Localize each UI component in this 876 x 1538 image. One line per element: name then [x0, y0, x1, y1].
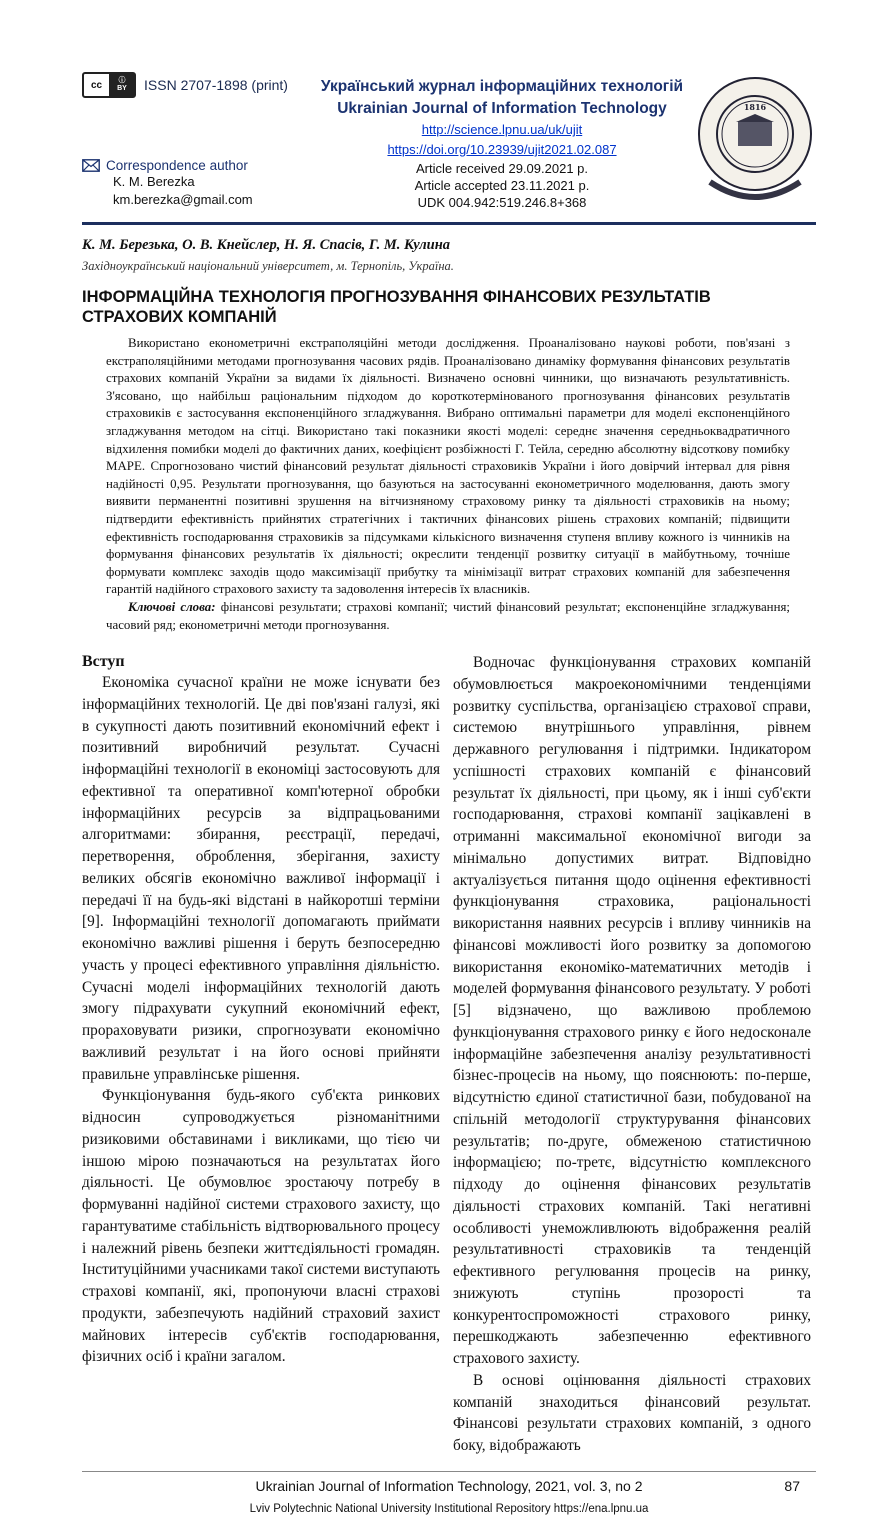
accepted-date: Article accepted 23.11.2021 p. — [414, 178, 590, 193]
article-title: ІНФОРМАЦІЙНА ТЕХНОЛОГІЯ ПРОГНОЗУВАННЯ ФІНАНСОВИХ РЕЗУЛЬТАТІВ СТРАХОВИХ КОМПАНІЙ — [82, 288, 711, 326]
paragraph: Водночас функціонування страхових компаній обумовлюється макроекономічними тенденціями розвитку суспільства, організацією страхової справи, системою внутрішнього управління, рівнем державного регулювання і підтримки. Індикатором успішності страхових компаній є фінансовий результат їх діяльності, при цьому, як і інші суб'єкти господарювання, страхові компанії зацікавлені в отриманні максимальної економічної вигоди за мінімально допустимих витрат. Відповідно актуалізується питання щодо оцінення ефективності функціонування страховика, раціональності використання наявних ресурсів і впливу чинників на фінансові можливості його розвитку за допомогою використання економіко-математичних методів і моделей формування фінансового результату. У роботі [5] відзначено, що важливою проблемою функціонування страхового ринку є його недосконале інформаційне забезпечення аналізу результативності бізнес-процесів на ньому, що пояснюють: по-перше, відсутністю єдиної статистичної бази, побудованої на спільній методології структурування фінансових результатів; по-друге, обмеженою статистичною інформацією; по-третє, відсутністю комплексного підходу до оцінення фінансових результатів діяльності страхових компаній. Такі негативні особливості унеможливлюють відображення реалій результативності страховиків та тенденцій ефективного регулювання процесів на ринку, знижують ступінь прозорості та конкурентоспроможності страхового ринку, перешкоджають забезпеченню ефективного страхового захисту. — [453, 654, 811, 1368]
journal-url-link[interactable]: http://science.lpnu.ua/uk/ujit — [421, 122, 583, 137]
section-heading: Вступ — [82, 653, 125, 671]
footer-divider — [82, 1471, 816, 1472]
paragraph: В основі оцінювання діяльності страхових компаній знаходиться фінансовий результат. Фінансові результати страхових компаній, з одного боку, відображають — [453, 1371, 811, 1455]
university-seal-logo — [696, 72, 814, 210]
author-affiliation: Західноукраїнський національний університет, м. Тернопіль, Україна. — [82, 259, 454, 273]
svg-text:1816: 1816 — [743, 102, 767, 112]
journal-title-ua: Український журнал інформаційних технологій — [320, 78, 684, 95]
abstract: Використано економетричні екстраполяційні методи дослідження. Проаналізовано наукові роботи, пов'язані з екстраполяційними методами прогнозування часових рядів. Проаналізовано динаміку формування фінансових результатів страхових компаній України за видами їх діяльності. Визначено основні чинники, що визначають результативність. З'ясовано, що найбільш раціональним підходом до короткотермінованого прогнозування фінансових результатів страховиків є застосування експоненційного згладжування. Вибрано оптимальні параметри для моделі експоненційного згладжування методом на сітці. Використано такі показники якості моделі: середнє значення середньоквадратичного відхилення помибки моделі до фактичних даних, коефіцієнт розбіжності Г. Тейла, середню абсолютну відсоткову помибку MAPE. Спрогнозовано чистий фінансовий результат діяльності страховиків України і його довірчий інтервал для рівня надійності 0,95. Результати прогнозування, що базуються на застосуванні економетричного моделювання, дають змогу виявити перманентні позитивні зрушення на вітчизняному страховому ринку та діяльності страховиків на ньому; підтвердити ефективність прийнятих стратегічних і тактичних фінансових рішень страхових компаній; підвищити ефективність господарювання страховиків за підсумками кількісного визначення ступеня впливу кожного із чинників на формування фінансових результатів їх діяльності; окреслити тенденції розвитку ситуації в майбутньому, точніше формувати комплекс заходів щодо максимізації прибутку та мінімізації витрат страхових компаній для забезпечення гарантій надійного страхового захисту та задоволення інтересів їх власників. — [106, 336, 790, 597]
issn: ISSN 2707-1898 (print) — [144, 77, 288, 93]
header-center — [308, 72, 696, 211]
header-divider — [82, 222, 816, 225]
by-label: BY — [117, 85, 127, 92]
journal-header — [82, 72, 816, 218]
person-icon: ⓘ — [118, 77, 126, 84]
page-number: 87 — [784, 1477, 800, 1494]
header-left — [82, 72, 308, 209]
article-authors: К. М. Березька, О. В. Кнейслер, Н. Я. Спасів, Г. М. Кулина — [82, 237, 451, 253]
keywords — [106, 599, 790, 634]
corresponding-author: K. M. Berezka — [113, 174, 195, 189]
left-column — [82, 652, 440, 1368]
header-right — [696, 72, 816, 210]
cc-by-license-icon — [82, 72, 136, 98]
author-email[interactable]: km.berezka@gmail.com — [113, 192, 253, 207]
doi-link[interactable]: https://doi.org/10.23939/ujit2021.02.087 — [387, 142, 617, 157]
udk-code: UDK 004.942:519.246.8+368 — [417, 195, 587, 210]
body-columns — [82, 652, 812, 1457]
license-row — [82, 72, 308, 98]
paragraph: Економіка сучасної країни не може існувати без інформаційних технологій. Це дві пов'язані галузі, які в сукупності дають позитивний економічний ефект і позитивний виробничий результат. Сучасні інформаційні технології в економіці застосовують для ефективної та оперативної комп'ютерної обробки інформаційних ресурсів за відпрацьованими алгоритмами: збирання, реєстрації, передачі, перетворення, оброблення, зберігання, захисту великих обсягів економічно важливої інформації і передачі її на будь-які відстані в найкоротші терміни [9]. Інформаційні технології допомагають приймати економічно важливі рішення і беруть безпосередню участь у процесі ефективного управління діяльністю. Сучасні моделі інформаційних технологій дають змогу підрахувати сукупний економічний ефект, прораховувати ризики, спрогнозувати економічно важливий результат і на його основі прийняти правильне управлінське рішення. — [82, 674, 440, 1083]
received-date: Article received 29.09.2021 p. — [416, 161, 588, 176]
envelope-icon — [82, 159, 100, 172]
journal-citation: Ukrainian Journal of Information Technology, 2021, vol. 3, no 2 — [255, 1477, 643, 1494]
keywords-text: фінансові результати; страхові компанії; чистий фінансовий результат; експоненційне згладжування; часовий ряд; економетричні методи прогнозування. — [106, 599, 790, 632]
paragraph: Функціонування будь-якого суб'єкта ринкових відносин супроводжується різноманітними ризиковими обставинами і викликами, що тією чи іншою мірою позначаються на результатах його діяльності. Це обумовлює зростаючу потребу в формуванні надійної системи страхового захисту, що гарантуватиме стабільність відтворювального процесу і належний рівень безпеки життєдіяльності громадян. Інституційними учасниками такої системи виступають страхові компанії, які, пропонуючи власні страхові продукти, забезпечують надійний страховий захист майнових інтересів суб'єктів господарювання, фізичних осіб і країни загалом. — [82, 1087, 440, 1366]
keywords-label: Ключові слова: — [128, 599, 216, 614]
correspondence-text: Correspondence author — [106, 158, 248, 173]
journal-title-en: Ukrainian Journal of Information Technology — [337, 100, 667, 117]
correspondence-label — [82, 158, 308, 173]
page-footer — [82, 1471, 816, 1518]
cc-label: cc — [84, 74, 110, 96]
footer-citation-row — [82, 1476, 816, 1496]
repository-note: Lviv Polytechnic National University Institutional Repository https://ena.lpnu.ua — [249, 1502, 649, 1515]
right-column — [453, 652, 811, 1457]
